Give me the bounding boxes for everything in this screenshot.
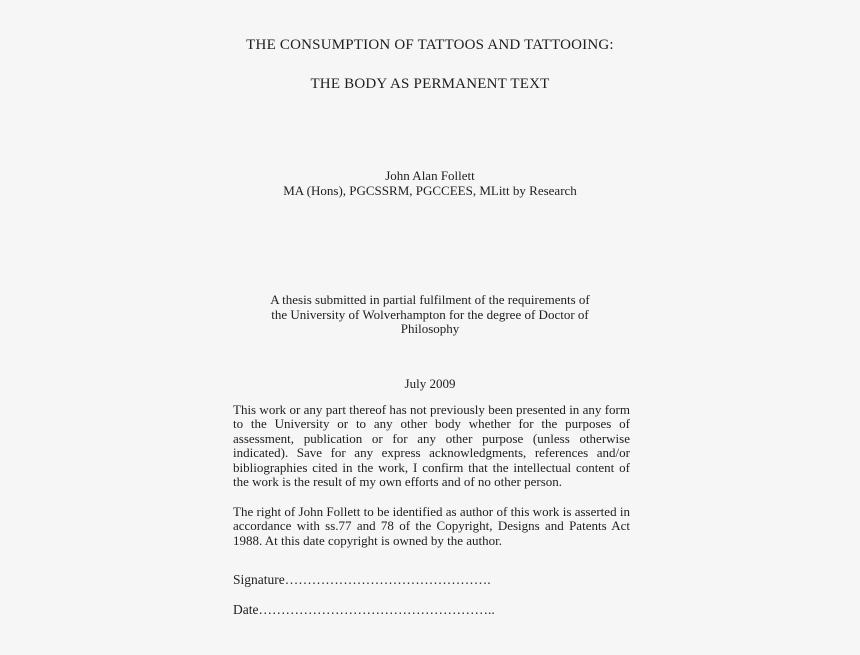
thesis-statement [230,293,630,337]
thesis-statement-line-2: the University of Wolverhampton for the degree of Doctor of [271,306,589,322]
signature-line: Signature………………………………………. [233,572,491,587]
date-line: Date…………………………………………….. [233,602,495,617]
title-line-1: THE CONSUMPTION OF TATTOOS AND TATTOOING: [246,37,614,53]
author-credentials: MA (Hons), PGCSSRM, PGCCEES, MLitt by Research [283,183,577,198]
title-line-2: THE BODY AS PERMANENT TEXT [310,76,550,92]
submission-date: July 2009 [404,376,456,391]
thesis-statement-line-3: Philosophy [400,321,460,337]
declaration-paragraph-1: This work or any part thereof has not previously been presented in any form to the University or to any other body whether for the purposes of assessment, publication or for any other purpose (unless otherwise indicated). Save for any express acknowledgments, references and/or bibliographies cited in the work, I confirm that the intellectual content of the work is the result of my own efforts and of no other person. [233,402,630,490]
thesis-statement-line-1: A thesis submitted in partial fulfilment of the requirements of [270,292,590,307]
declaration-paragraph-2: The right of John Follett to be identified as author of this work is asserted in accordance with ss.77 and 78 of the Copyright, Designs and Patents Act 1988. At this date copyright is owned by the author. [233,504,630,548]
author-name: John Alan Follett [385,168,475,183]
